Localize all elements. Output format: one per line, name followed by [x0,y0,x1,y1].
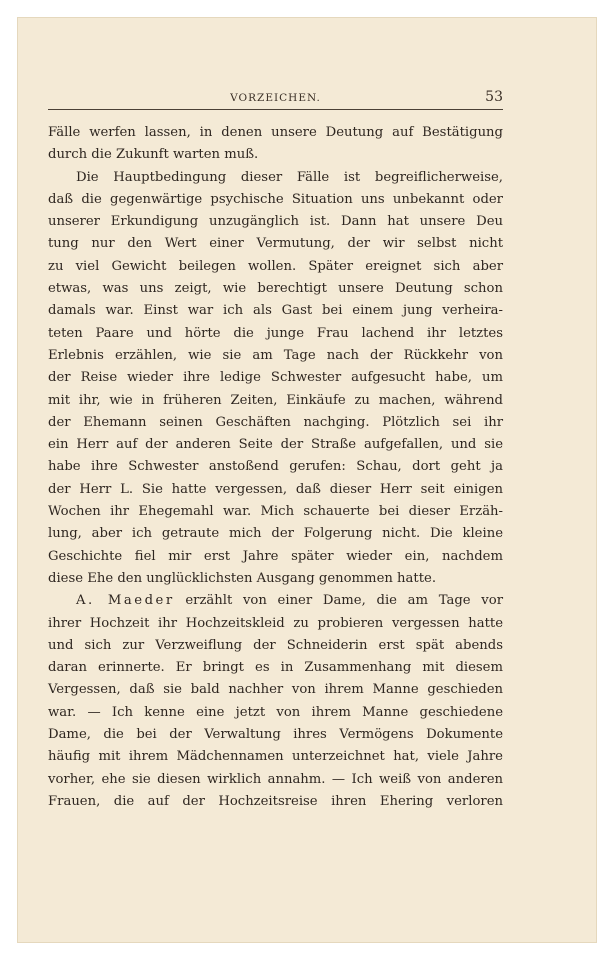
text-line: Geschichte fiel mir erst Jahre später wieder ein, nachdem [48,548,503,564]
text-line: mit ihr, wie in früheren Zeiten, Einkäufe zu machen, während [48,392,503,408]
text-line: Erlebnis erzählen, wie sie am Tage nach der Rückkehr von [48,347,503,363]
text-line: ihrer Hochzeit ihr Hochzeitskleid zu probieren vergessen hatte [48,615,503,631]
text-line: Frauen, die auf der Hochzeitsreise ihren Ehering verloren [48,793,503,809]
text-line: Wochen ihr Ehegemahl war. Mich schauerte bei dieser Erzäh- [48,504,503,520]
text-line: und sich zur Verzweiflung der Schneiderin erst spät abends [48,637,503,653]
author-name: A. Maeder [76,593,175,609]
text-line: Fälle werfen lassen, in denen unsere Deutung auf Bestätigung [48,125,503,140]
text-line: ein Herr auf der anderen Seite der Straße aufgefallen, und sie [48,437,503,453]
body-text [48,122,503,813]
text-line: durch die Zukunft warten muß. [48,147,259,163]
text-line: etwas, was uns zeigt, wie berechtigt unsere Deutung schon [48,281,503,297]
page-number: 53 [485,89,503,105]
page-header [48,91,503,110]
text-line: daß die gegenwärtige psychische Situation uns unbekannt oder [48,191,503,207]
text-line: unserer Erkundigung unzugänglich ist. Dann hat unsere Deu [48,214,503,230]
book-page [17,17,597,943]
text-line: häufig mit ihrem Mädchennamen unterzeichnet hat, viele Jahre [48,749,503,765]
text-line: war. — Ich kenne eine jetzt von ihrem Manne geschiedene [48,704,503,720]
text-line: der Reise wieder ihre ledige Schwester aufgesucht habe, um [48,370,503,386]
text-line: Vergessen, daß sie bald nachher von ihrem Manne geschieden [48,682,503,698]
text-line [48,590,503,612]
text-line: der Herr L. Sie hatte vergessen, daß dieser Herr seit einigen [48,481,503,497]
text-line: Die Hauptbedingung dieser Fälle ist begreiflicherweise, [76,169,503,185]
text-line: diese Ehe den unglücklichsten Ausgang genommen hatte. [48,570,437,586]
text-line: damals war. Einst war ich als Gast bei einem jung verheira- [48,303,503,319]
text-line: tung nur den Wert einer Vermutung, der wir selbst nicht [48,236,503,252]
text-line: der Ehemann seinen Geschäften nachging. Plötzlich sei ihr [48,414,503,430]
text-line: habe ihre Schwester anstoßend gerufen: Schau, dort geht ja [48,459,503,475]
text-line: daran erinnerte. Er bringt es in Zusammenhang mit diesem [48,660,503,676]
text-line: vorher, ehe sie diesen wirklich annahm. — Ich weiß von anderen [48,771,503,787]
text-line: lung, aber ich getraute mich der Folgerung nicht. Die kleine [48,526,503,542]
text-line: zu viel Gewicht beilegen wollen. Später ereignet sich aber [48,258,503,274]
text-fragment: erzählt von einer Dame, die am Tage vor [174,593,503,609]
text-line: Dame, die bei der Verwaltung ihres Vermögens Dokumente [48,727,503,743]
text-line: teten Paare und hörte die junge Frau lachend ihr letztes [48,325,503,341]
running-head: VORZEICHEN. [230,92,321,104]
